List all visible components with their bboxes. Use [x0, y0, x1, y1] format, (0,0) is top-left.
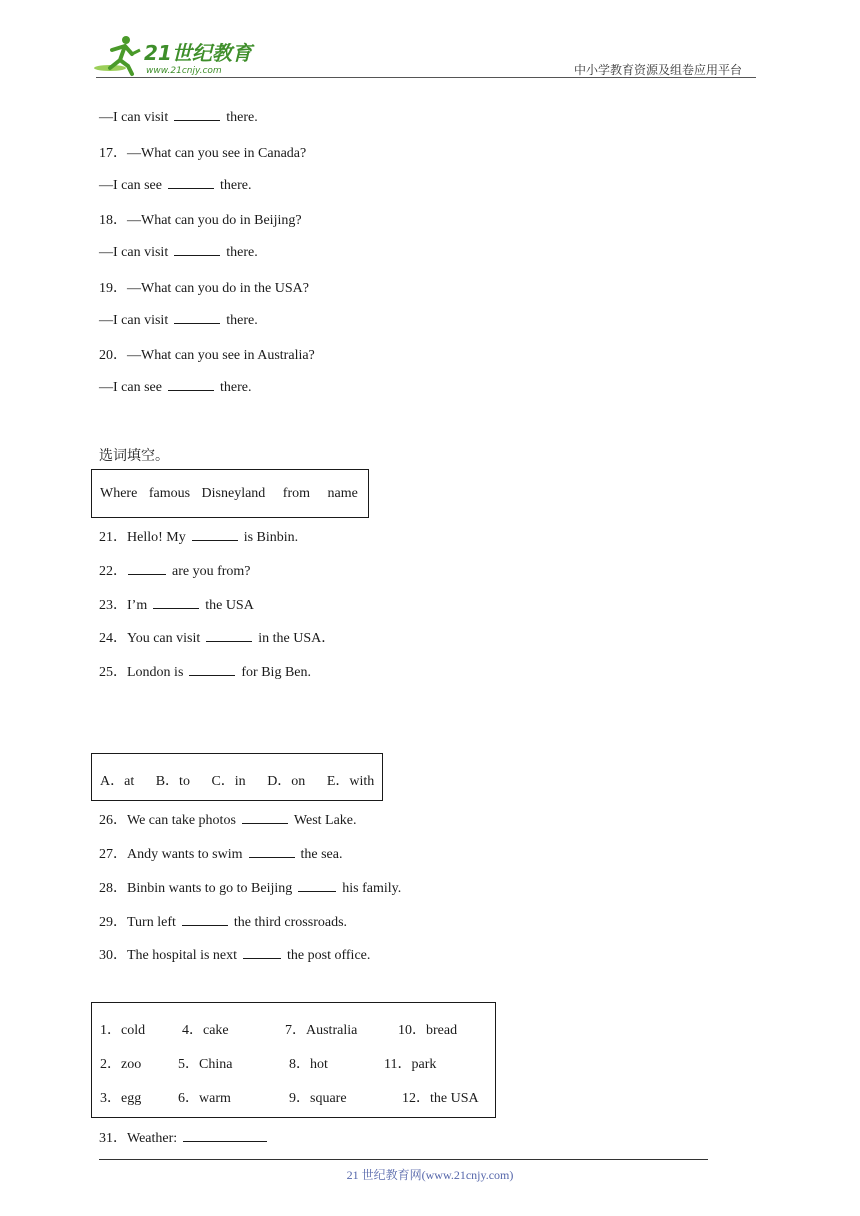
word-bank-item: name: [327, 486, 358, 501]
runner-logo-icon: [92, 32, 262, 78]
answer-blank[interactable]: [168, 176, 214, 189]
question-line: 31．Weather:: [99, 1127, 273, 1147]
header-platform-text: 中小学教育资源及组卷应用平台: [574, 63, 743, 77]
question-line: 24．You can visit in the USA．: [99, 631, 336, 646]
question-line: 17．—What can you see in Canada?: [99, 146, 307, 161]
footer-divider: [99, 1159, 708, 1160]
svg-text:www.21cnjy.com: www.21cnjy.com: [146, 66, 222, 76]
answer-line: —I can visit there.: [99, 313, 258, 328]
question-line: 28．Binbin wants to go to Beijing his family.: [99, 881, 402, 896]
grid-cell: 1．cold: [100, 1023, 146, 1038]
question-line: 22． are you from?: [99, 564, 251, 579]
question-line: 25．London is for Big Ben.: [99, 665, 311, 680]
grid-cell: 6．warm: [178, 1091, 231, 1106]
answer-line: —I can visit there.: [99, 245, 258, 260]
answer-blank[interactable]: [174, 243, 220, 256]
answer-blank[interactable]: [183, 1129, 267, 1142]
grid-cell: 3．egg: [100, 1091, 142, 1106]
option-item: E．with: [326, 774, 375, 789]
question-line: 23．I’m the USA: [99, 598, 254, 613]
answer-blank[interactable]: [128, 562, 166, 575]
header-divider: [96, 77, 756, 78]
grid-cell: 4．cake: [182, 1023, 229, 1038]
answer-blank[interactable]: [182, 913, 228, 926]
word-bank-item: Where: [100, 486, 138, 501]
grid-cell: 8．hot: [289, 1057, 328, 1072]
question-line: 18．—What can you do in Beijing?: [99, 213, 302, 228]
question-line: 20．—What can you see in Australia?: [99, 348, 315, 363]
grid-cell: 11．park: [384, 1057, 437, 1072]
question-line: 27．Andy wants to swim the sea.: [99, 847, 343, 862]
answer-blank[interactable]: [242, 811, 288, 824]
svg-text:21世纪教育: 21世纪教育: [144, 41, 252, 65]
answer-blank[interactable]: [206, 629, 252, 642]
option-item: C．in: [211, 774, 246, 789]
answer-blank[interactable]: [243, 946, 281, 959]
option-item: B．to: [155, 774, 190, 789]
grid-cell: 10．bread: [398, 1023, 458, 1038]
footer-text: 21 世纪教育网(www.21cnjy.com): [346, 1168, 514, 1182]
word-bank-item: from: [282, 486, 311, 501]
question-line: 26．We can take photos West Lake.: [99, 813, 357, 828]
word-bank-item: famous: [148, 486, 191, 501]
answer-blank[interactable]: [168, 378, 214, 391]
answer-blank[interactable]: [153, 596, 199, 609]
answer-blank[interactable]: [192, 528, 238, 541]
answer-blank[interactable]: [174, 108, 220, 121]
word-bank-box: [91, 469, 369, 518]
grid-cell: 7．Australia: [285, 1023, 358, 1038]
question-line: 21．Hello! My is Binbin.: [99, 530, 299, 545]
answer-line: —I can visit there.: [99, 110, 258, 125]
answer-line: —I can see there.: [99, 380, 252, 395]
answer-line: —I can see there.: [99, 178, 252, 193]
word-bank-item: Disneyland: [201, 486, 266, 501]
options-box: [91, 753, 383, 801]
question-line: 30．The hospital is next the post office.: [99, 948, 371, 963]
grid-cell: 2．zoo: [100, 1057, 142, 1072]
section-instruction: 选词填空。: [99, 448, 169, 464]
category-word-box: [91, 1002, 496, 1118]
question-line: 29．Turn left the third crossroads.: [99, 915, 348, 930]
grid-cell: 9．square: [289, 1091, 347, 1106]
answer-blank[interactable]: [174, 311, 220, 324]
answer-blank[interactable]: [189, 663, 235, 676]
answer-blank[interactable]: [298, 879, 336, 892]
grid-cell: 12．the USA: [402, 1091, 479, 1106]
site-logo: [92, 32, 262, 78]
grid-cell: 5．China: [178, 1057, 233, 1072]
answer-blank[interactable]: [249, 845, 295, 858]
option-item: A．at: [100, 774, 135, 789]
option-item: D．on: [267, 774, 306, 789]
question-line: 19．—What can you do in the USA?: [99, 281, 309, 296]
